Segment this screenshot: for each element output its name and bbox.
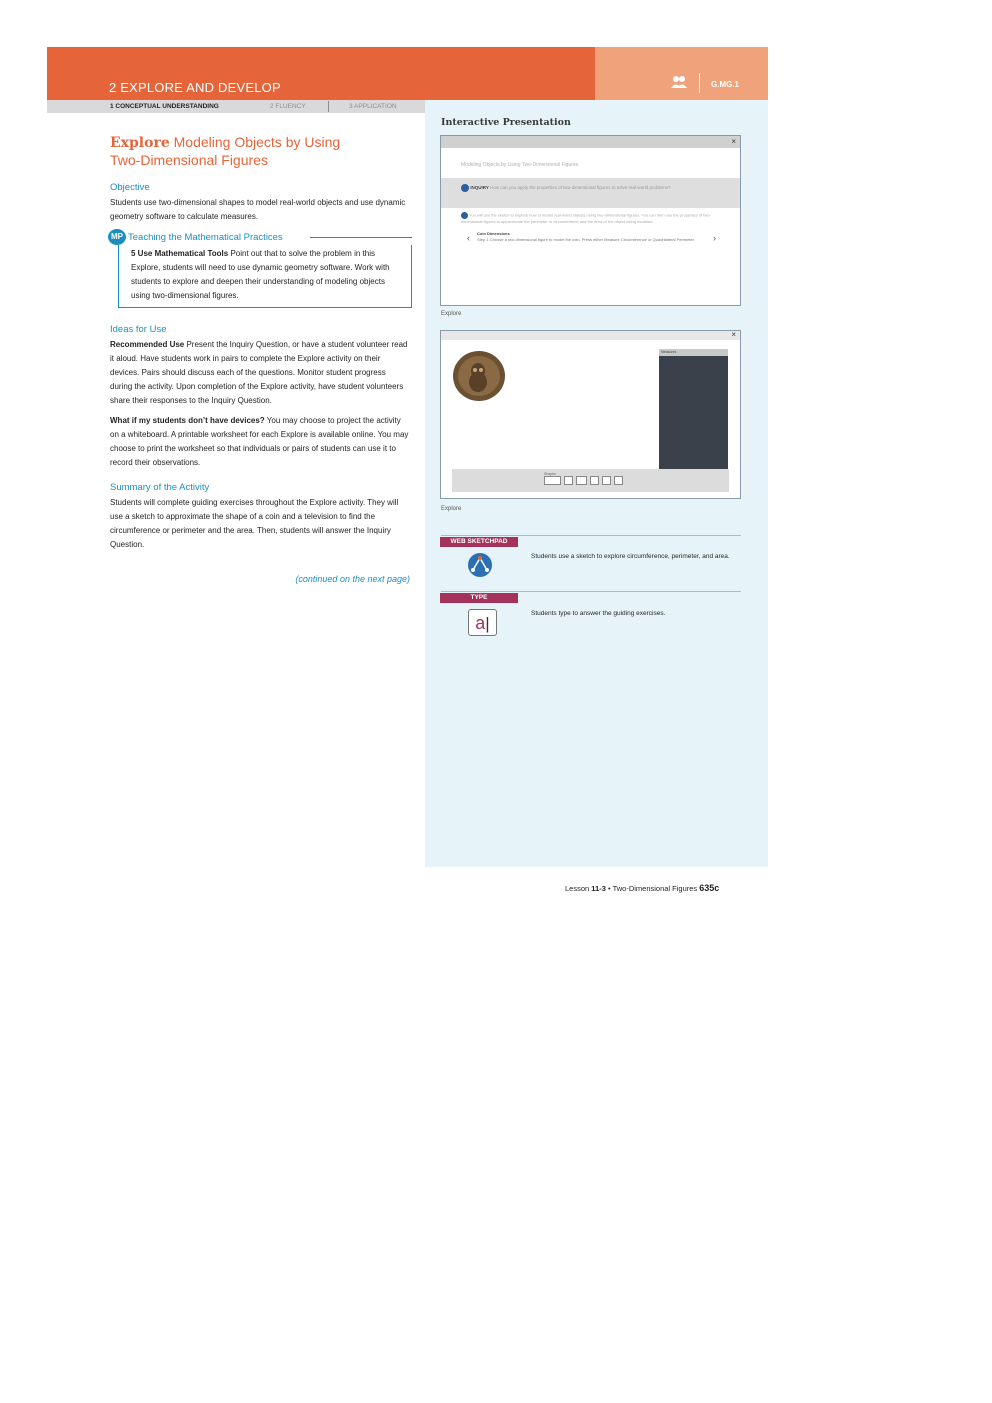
tool-buttons bbox=[544, 476, 623, 485]
rec-bold: Recommended Use bbox=[110, 340, 185, 349]
no-devices bbox=[110, 414, 410, 470]
inquiry-text: How can you apply the properties of two-dimensional figures to solve real-world problems? bbox=[490, 185, 671, 191]
tool-rule-1 bbox=[441, 535, 741, 536]
section-header bbox=[47, 47, 595, 100]
recommended-use bbox=[110, 338, 410, 408]
tool-button-1[interactable] bbox=[544, 476, 561, 485]
page-title bbox=[110, 134, 410, 169]
mp-bold: 5 Use Mathematical Tools bbox=[131, 249, 229, 258]
toolbar-label: Shapes bbox=[544, 472, 556, 476]
page-number: 635c bbox=[699, 883, 720, 893]
measures-panel bbox=[659, 349, 728, 469]
tool-button-2[interactable] bbox=[564, 476, 573, 485]
tool-button-6[interactable] bbox=[614, 476, 623, 485]
footer-bullet: • bbox=[605, 884, 613, 893]
shot1-topbar bbox=[441, 136, 740, 148]
coin-image bbox=[451, 349, 507, 403]
mp-text bbox=[131, 247, 401, 303]
inquiry-icon bbox=[461, 184, 469, 192]
summary-heading: Summary of the Activity bbox=[110, 482, 210, 493]
type-glyph: a bbox=[475, 613, 486, 633]
what-text: You may choose to project the activity on a whiteboard. A printable worksheet for each Explore is available online. You may choose to print the worksheet so that individuals or pairs of students can use it to record their observations. bbox=[110, 416, 409, 467]
title-line2: Two-Dimensional Figures bbox=[110, 152, 268, 168]
chevron-right-icon[interactable]: › bbox=[713, 233, 716, 243]
tab-conceptual: 1 CONCEPTUAL UNDERSTANDING bbox=[110, 103, 219, 110]
info-icon bbox=[461, 212, 468, 219]
summary-text: Students will complete guiding exercises throughout the Explore activity. They will use a sketch to approximate the shape of a coin and a television to find the circumference or perimeter and the area. Then, students will answer the Inquiry Question. bbox=[110, 498, 399, 549]
measures-title: Measures bbox=[659, 349, 728, 356]
title-explore: Explore bbox=[110, 135, 170, 151]
mp-badge: MP bbox=[108, 229, 126, 245]
shapes-toolbar bbox=[452, 469, 729, 492]
tool-button-3[interactable] bbox=[576, 476, 587, 485]
tool-desc-sketchpad: Students use a sketch to explore circumference, perimeter, and area. bbox=[531, 553, 730, 560]
explore-screenshot-1 bbox=[440, 135, 741, 306]
shot1-inquiry bbox=[441, 178, 740, 208]
step-title: Coin Dimensions bbox=[477, 231, 510, 236]
tab-fluency: 2 FLUENCY bbox=[270, 103, 306, 110]
continued-note: (continued on the next page) bbox=[295, 574, 410, 584]
footer-lesson-num: 11-3 bbox=[591, 884, 606, 893]
tool-tag-type: TYPE bbox=[440, 593, 518, 603]
caption-2: Explore bbox=[441, 506, 462, 512]
objective-heading: Objective bbox=[110, 182, 150, 193]
chevron-left-icon[interactable]: ‹ bbox=[467, 233, 470, 243]
caption-1: Explore bbox=[441, 311, 462, 317]
tool-button-5[interactable] bbox=[602, 476, 611, 485]
explore-screenshot-2 bbox=[440, 330, 741, 499]
step-text: Step 1 Choose a two-dimensional figure to model the coin. Press either Measure Circumference or Quadrilateral Perimeter. bbox=[477, 237, 695, 242]
tool-tag-sketchpad: WEB SKETCHPAD bbox=[440, 537, 518, 547]
group-icon bbox=[671, 75, 687, 89]
tab-divider bbox=[328, 101, 329, 112]
shot1-step bbox=[441, 225, 740, 243]
shot1-intro bbox=[441, 208, 740, 225]
tool-rule-2 bbox=[441, 591, 741, 592]
section-title: 2 EXPLORE AND DEVELOP bbox=[109, 80, 281, 95]
tab-application: 3 APPLICATION bbox=[349, 103, 397, 110]
type-icon: a| bbox=[468, 609, 497, 636]
close-icon[interactable]: × bbox=[731, 137, 736, 146]
shot1-heading: Modeling Objects by Using Two-Dimensional Figures bbox=[461, 162, 579, 168]
mp-rule bbox=[310, 237, 412, 238]
objective-text: Students use two-dimensional shapes to model real-world objects and use dynamic geometry software to calculate measures. bbox=[110, 198, 406, 221]
close-icon[interactable]: × bbox=[731, 330, 736, 339]
inquiry-label: INQUIRY bbox=[470, 185, 489, 191]
mp-title: Teaching the Mathematical Practices bbox=[128, 232, 283, 243]
tool-desc-type: Students type to answer the guiding exercises. bbox=[531, 610, 666, 617]
continued-text: continued on the next page bbox=[298, 574, 407, 584]
intro-text: You will use the sketch to explore how to model real-world objects using two-dimensional figures. You can then use the properties of two-dimensional figures to approximate the perimeter or circumference and the area of the object being modeled. bbox=[461, 212, 711, 224]
shot2-topbar bbox=[441, 331, 740, 340]
progression-tabs bbox=[47, 100, 425, 113]
footer-lesson-prefix: Lesson bbox=[565, 884, 592, 893]
header-standard-area bbox=[595, 47, 768, 100]
mp-body: Point out that to solve the problem in this Explore, students will need to use dynamic geometry software. Work with students to explore and deepen their understanding of modeling objects using two-dimensional figures. bbox=[131, 249, 390, 300]
ideas-heading: Ideas for Use bbox=[110, 324, 167, 335]
title-rest: Modeling Objects by Using bbox=[169, 134, 341, 150]
sketchpad-icon bbox=[467, 552, 493, 578]
what-bold: What if my students don’t have devices? bbox=[110, 416, 265, 425]
standard-code: G.MG.1 bbox=[711, 80, 740, 89]
interactive-title: Interactive Presentation bbox=[441, 117, 571, 128]
page-footer bbox=[565, 883, 719, 893]
rec-text: Present the Inquiry Question, or have a student volunteer read it aloud. Have students work in pairs to complete the Explore activity on their devices. Pairs should discuss each of the questions. Monitor student progress during the activity. Upon completion of the Explore activity, have student volunteers share their responses to the Inquiry Question. bbox=[110, 340, 408, 405]
header-divider bbox=[699, 73, 700, 93]
main-column bbox=[110, 134, 410, 584]
mp-box bbox=[118, 245, 412, 308]
tool-button-4[interactable] bbox=[590, 476, 599, 485]
footer-lesson-title: Two-Dimensional Figures bbox=[612, 884, 700, 893]
